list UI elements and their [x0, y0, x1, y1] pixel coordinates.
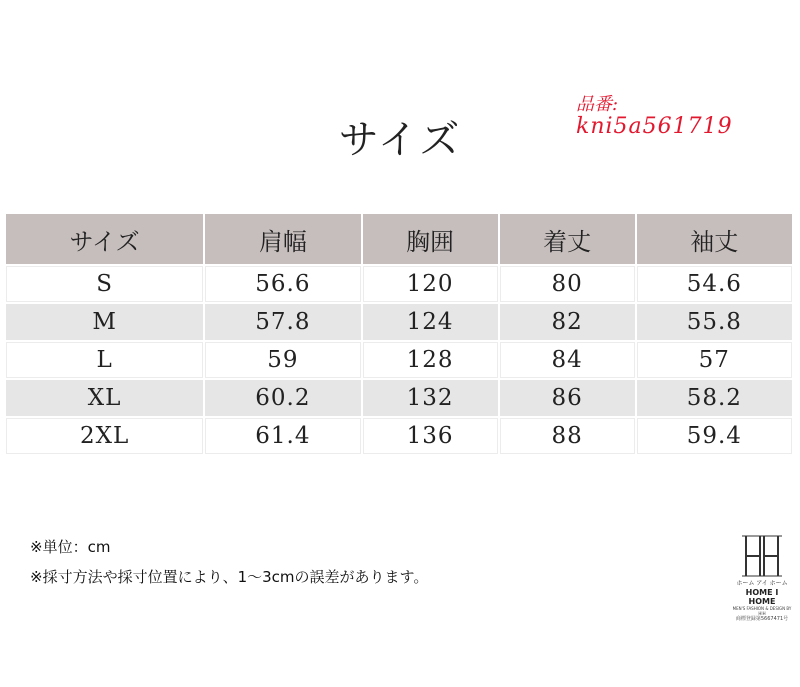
cell-sleeve-length: 59.4 [637, 418, 792, 454]
product-code-label: 品番: [576, 94, 619, 115]
table-row [6, 380, 792, 416]
header-length: 着丈 [500, 214, 635, 264]
measurement-note: ※採寸方法や採寸位置により、1～3cmの誤差があります。 [30, 568, 429, 586]
header-chest: 胸囲 [363, 214, 498, 264]
cell-shoulder-width: 56.6 [205, 266, 360, 302]
cell-length: 86 [500, 380, 635, 416]
table-row [6, 418, 792, 454]
product-code [576, 96, 733, 138]
unit-note: ※単位：cm [30, 538, 111, 556]
cell-size: XL [6, 380, 203, 416]
cell-length: 84 [500, 342, 635, 378]
cell-chest: 128 [363, 342, 498, 378]
brand-registration: 商標登録第5667471号 [735, 616, 789, 622]
cell-chest: 120 [363, 266, 498, 302]
header-size: サイズ [6, 214, 203, 264]
brand-kana: ホーム アイ ホーム [736, 580, 788, 587]
cell-size: M [6, 304, 203, 340]
cell-sleeve-length: 58.2 [637, 380, 792, 416]
header-shoulder-width: 肩幅 [205, 214, 360, 264]
cell-shoulder-width: 57.8 [205, 304, 360, 340]
cell-size: L [6, 342, 203, 378]
cell-chest: 132 [363, 380, 498, 416]
notes [30, 532, 428, 592]
table-row [6, 342, 792, 378]
product-code-value: kni5a561719 [576, 113, 733, 139]
table-row [6, 266, 792, 302]
cell-sleeve-length: 54.6 [637, 266, 792, 302]
hih-logo-icon [740, 532, 784, 578]
header-sleeve-length: 袖丈 [637, 214, 792, 264]
size-table [4, 212, 794, 456]
cell-chest: 136 [363, 418, 498, 454]
cell-size: S [6, 266, 203, 302]
brand-name: HOME I HOME [745, 588, 779, 606]
page-title: サイズ [338, 117, 462, 163]
cell-length: 88 [500, 418, 635, 454]
cell-chest: 124 [363, 304, 498, 340]
cell-shoulder-width: 59 [205, 342, 360, 378]
cell-length: 82 [500, 304, 635, 340]
cell-length: 80 [500, 266, 635, 302]
cell-size: 2XL [6, 418, 203, 454]
cell-sleeve-length: 55.8 [637, 304, 792, 340]
cell-sleeve-length: 57 [637, 342, 792, 378]
cell-shoulder-width: 60.2 [205, 380, 360, 416]
brand-logo [732, 532, 792, 622]
table-header-row [6, 214, 792, 264]
cell-shoulder-width: 61.4 [205, 418, 360, 454]
brand-tagline: MEN'S FASHION & DESIGN BY HIH [732, 606, 792, 616]
table-row [6, 304, 792, 340]
